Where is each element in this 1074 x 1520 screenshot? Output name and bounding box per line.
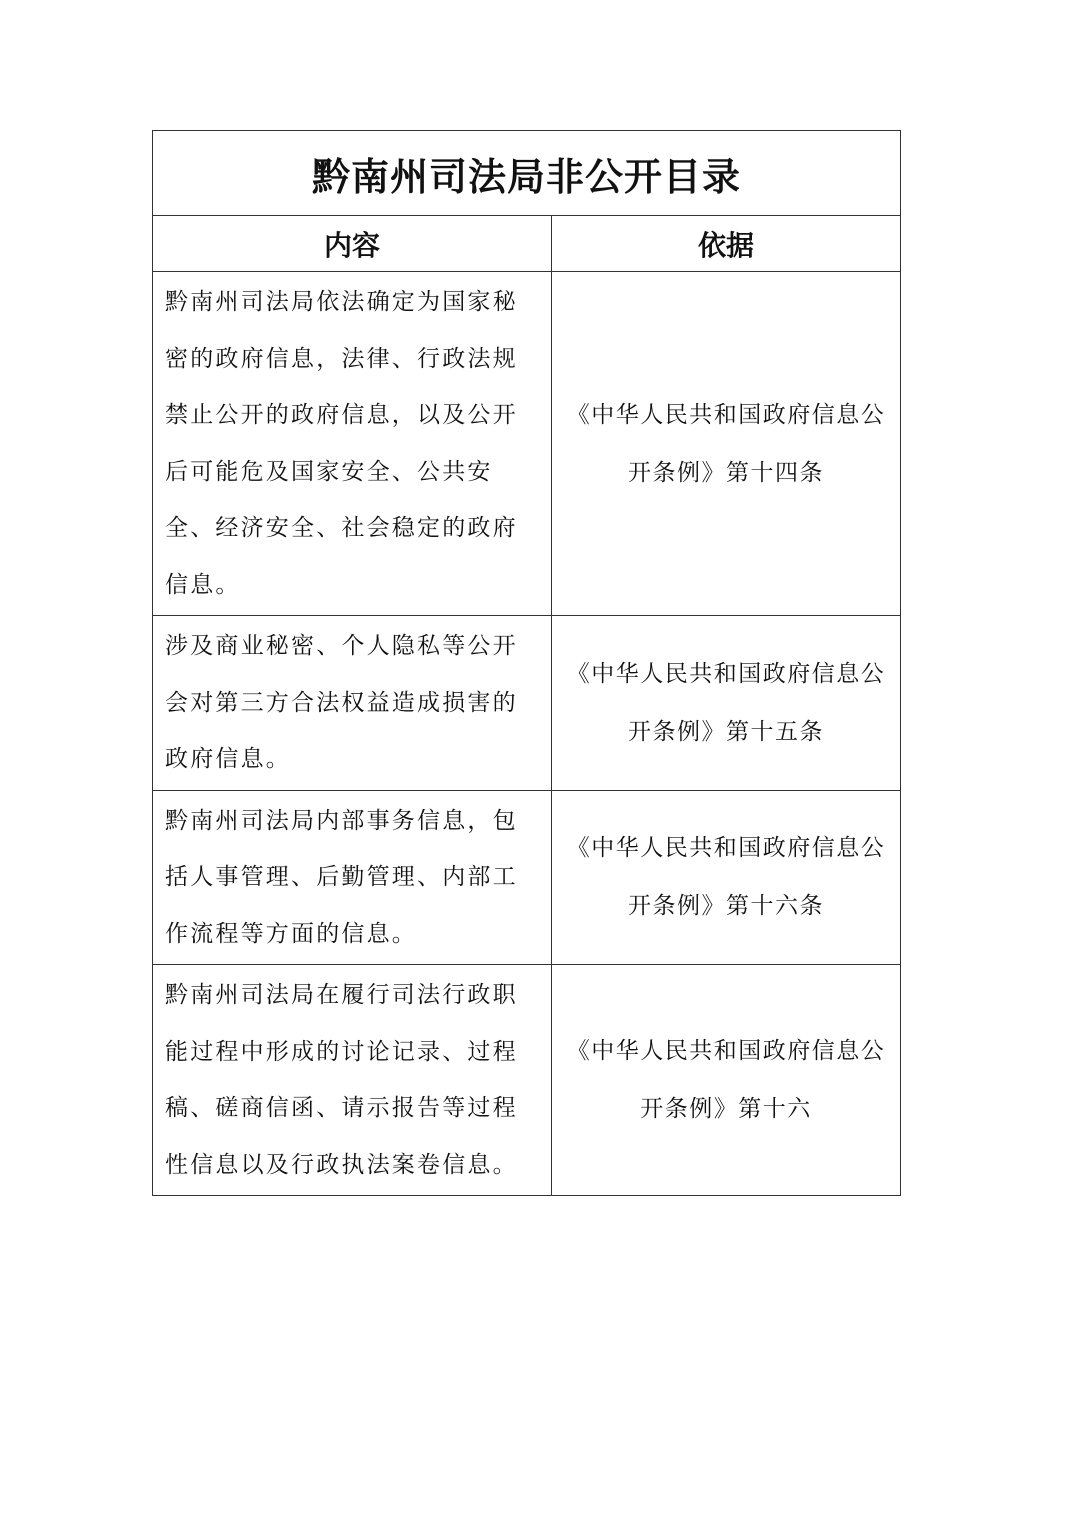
row-basis: 《中华人民共和国政府信息公开条例》第十四条 (552, 272, 901, 616)
row-basis: 《中华人民共和国政府信息公开条例》第十六 (552, 965, 901, 1196)
row-content: 黔南州司法局依法确定为国家秘密的政府信息，法律、行政法规禁止公开的政府信息，以及公开后可能危及国家安全、公共安全、经济安全、社会稳定的政府信息。 (153, 272, 552, 616)
document-title: 黔南州司法局非公开目录 (153, 131, 901, 216)
row-content: 涉及商业秘密、个人隐私等公开会对第三方合法权益造成损害的政府信息。 (153, 616, 552, 791)
row-basis: 《中华人民共和国政府信息公开条例》第十六条 (552, 790, 901, 965)
header-content: 内容 (153, 216, 552, 272)
row-basis: 《中华人民共和国政府信息公开条例》第十五条 (552, 616, 901, 791)
table-row (153, 272, 901, 616)
title-row (153, 131, 901, 216)
row-content: 黔南州司法局内部事务信息，包括人事管理、后勤管理、内部工作流程等方面的信息。 (153, 790, 552, 965)
non-public-catalog-table (152, 130, 901, 1196)
table-row (153, 616, 901, 791)
table-row (153, 965, 901, 1196)
header-row (153, 216, 901, 272)
header-basis: 依据 (552, 216, 901, 272)
table-row (153, 790, 901, 965)
row-content: 黔南州司法局在履行司法行政职能过程中形成的讨论记录、过程稿、磋商信函、请示报告等过程性信息以及行政执法案卷信息。 (153, 965, 552, 1196)
